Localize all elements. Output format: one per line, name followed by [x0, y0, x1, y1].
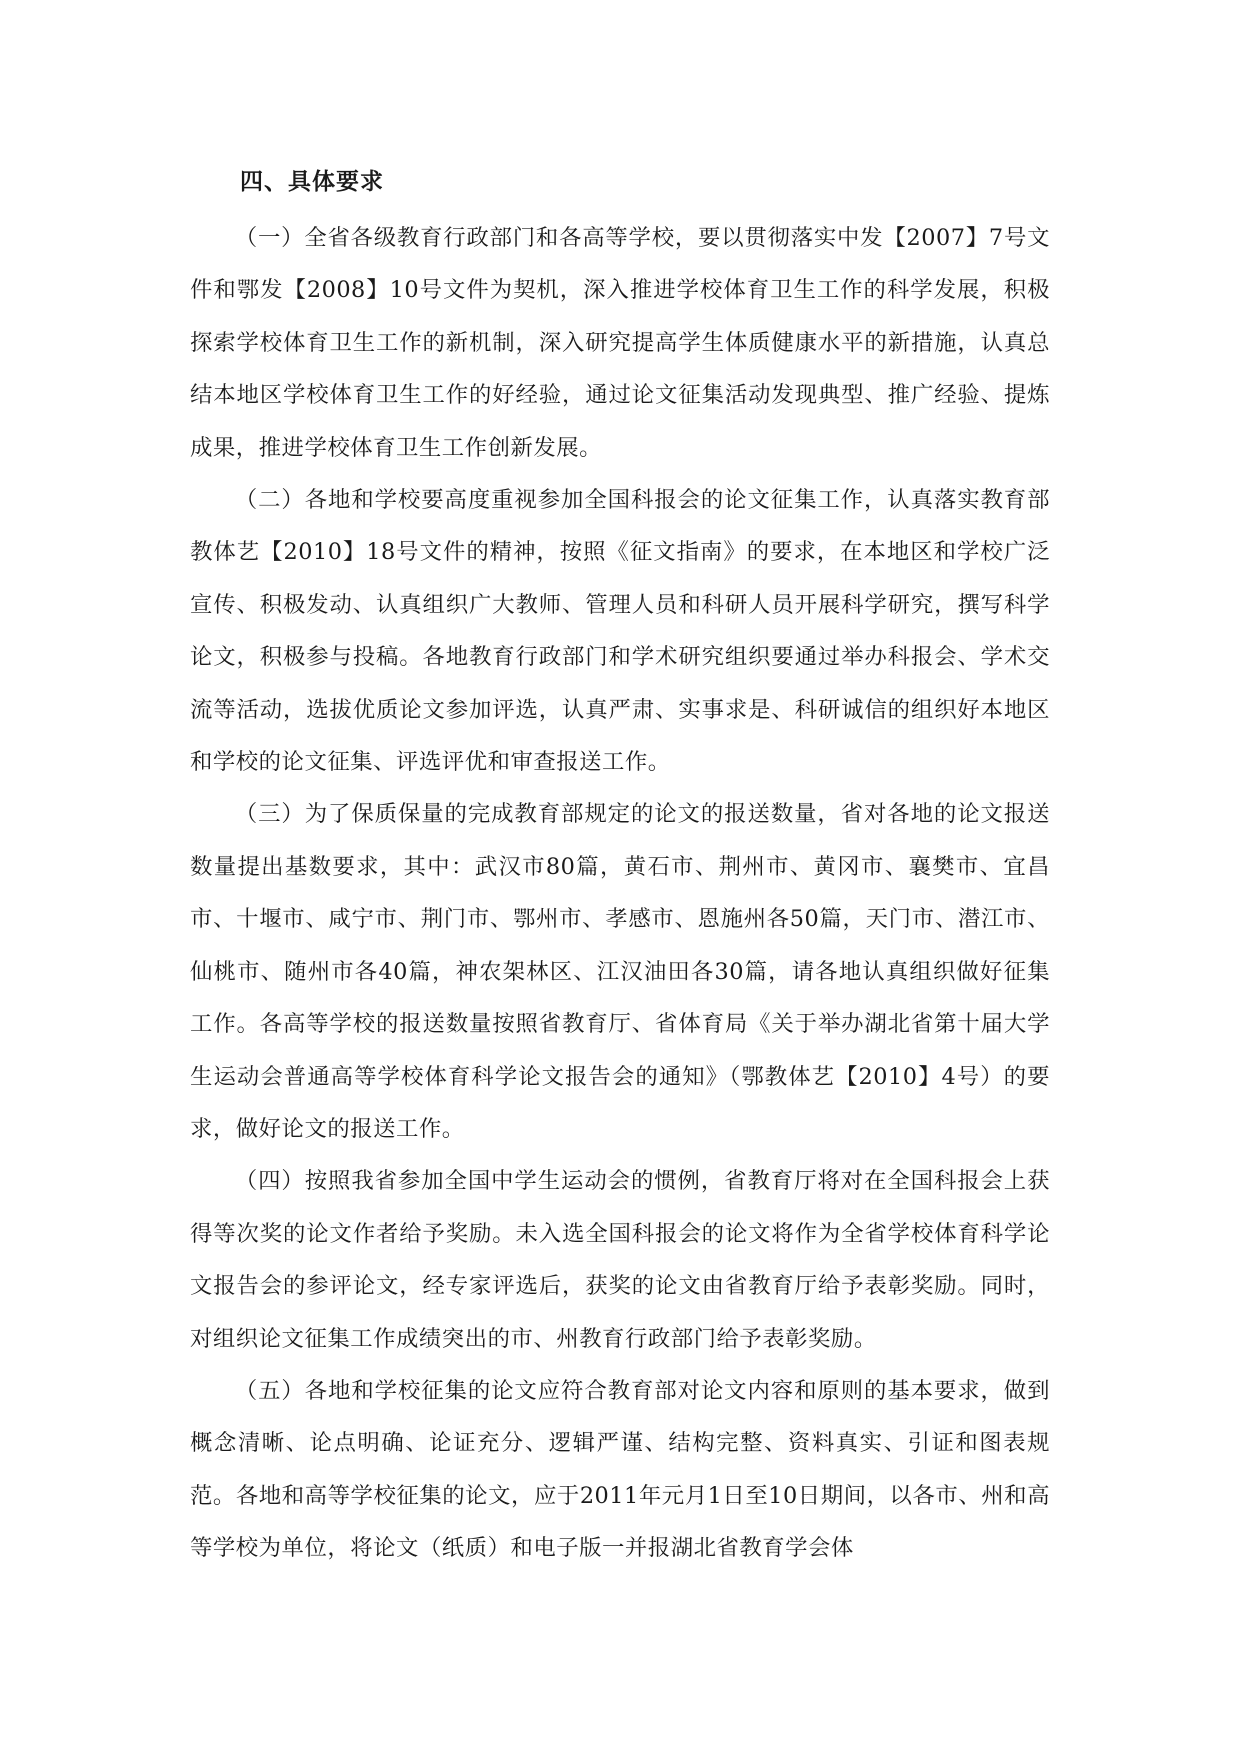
paragraph-4: （四）按照我省参加全国中学生运动会的惯例，省教育厅将对在全国科报会上获得等次奖的论文作者给予奖励。未入选全国科报会的论文将作为全省学校体育科学论文报告会的参评论文，经专家评选后，获奖的论文由省教育厅给予表彰奖励。同时，对组织论文征集工作成绩突出的市、州教育行政部门给予表彰奖励。: [190, 1168, 1050, 1352]
paragraph-1: （一）全省各级教育行政部门和各高等学校，要以贯彻落实中发【2007】7号文件和鄂发【2008】10号文件为契机，深入推进学校体育卫生工作的科学发展，积极探索学校体育卫生工作的新机制，深入研究提高学生体质健康水平的新措施，认真总结本地区学校体育卫生工作的好经验，通过论文征集活动发现典型、推广经验、提炼成果，推进学校体育卫生工作创新发展。: [190, 225, 1050, 461]
section-heading: 四、具体要求: [240, 168, 384, 195]
paragraph-3: （三）为了保质保量的完成教育部规定的论文的报送数量，省对各地的论文报送数量提出基数要求，其中：武汉市80篇，黄石市、荆州市、黄冈市、襄樊市、宜昌市、十堰市、咸宁市、荆门市、鄂州市、孝感市、恩施州各50篇，天门市、潜江市、仙桃市、随州市各40篇，神农架林区、江汉油田各30篇，请各地认真组织做好征集工作。各高等学校的报送数量按照省教育厅、省体育局《关于举办湖北省第十届大学生运动会普通高等学校体育科学论文报告会的通知》（鄂教体艺【2010】4号）的要求，做好论文的报送工作。: [190, 801, 1050, 1142]
paragraph-5: （五）各地和学校征集的论文应符合教育部对论文内容和原则的基本要求，做到概念清晰、论点明确、论证充分、逻辑严谨、结构完整、资料真实、引证和图表规范。各地和高等学校征集的论文，应于2011年元月1日至10日期间，以各市、州和高等学校为单位，将论文（纸质）和电子版一并报湖北省教育学会体: [190, 1377, 1050, 1562]
body-text: [190, 212, 1050, 1575]
paragraph-2: （二）各地和学校要高度重视参加全国科报会的论文征集工作，认真落实教育部教体艺【2010】18号文件的精神，按照《征文指南》的要求，在本地区和学校广泛宣传、积极发动、认真组织广大教师、管理人员和科研人员开展科学研究，撰写科学论文，积极参与投稿。各地教育行政部门和学术研究组织要通过举办科报会、学术交流等活动，选拔优质论文参加评选，认真严肃、实事求是、科研诚信的组织好本地区和学校的论文征集、评选评优和审查报送工作。: [190, 487, 1050, 776]
